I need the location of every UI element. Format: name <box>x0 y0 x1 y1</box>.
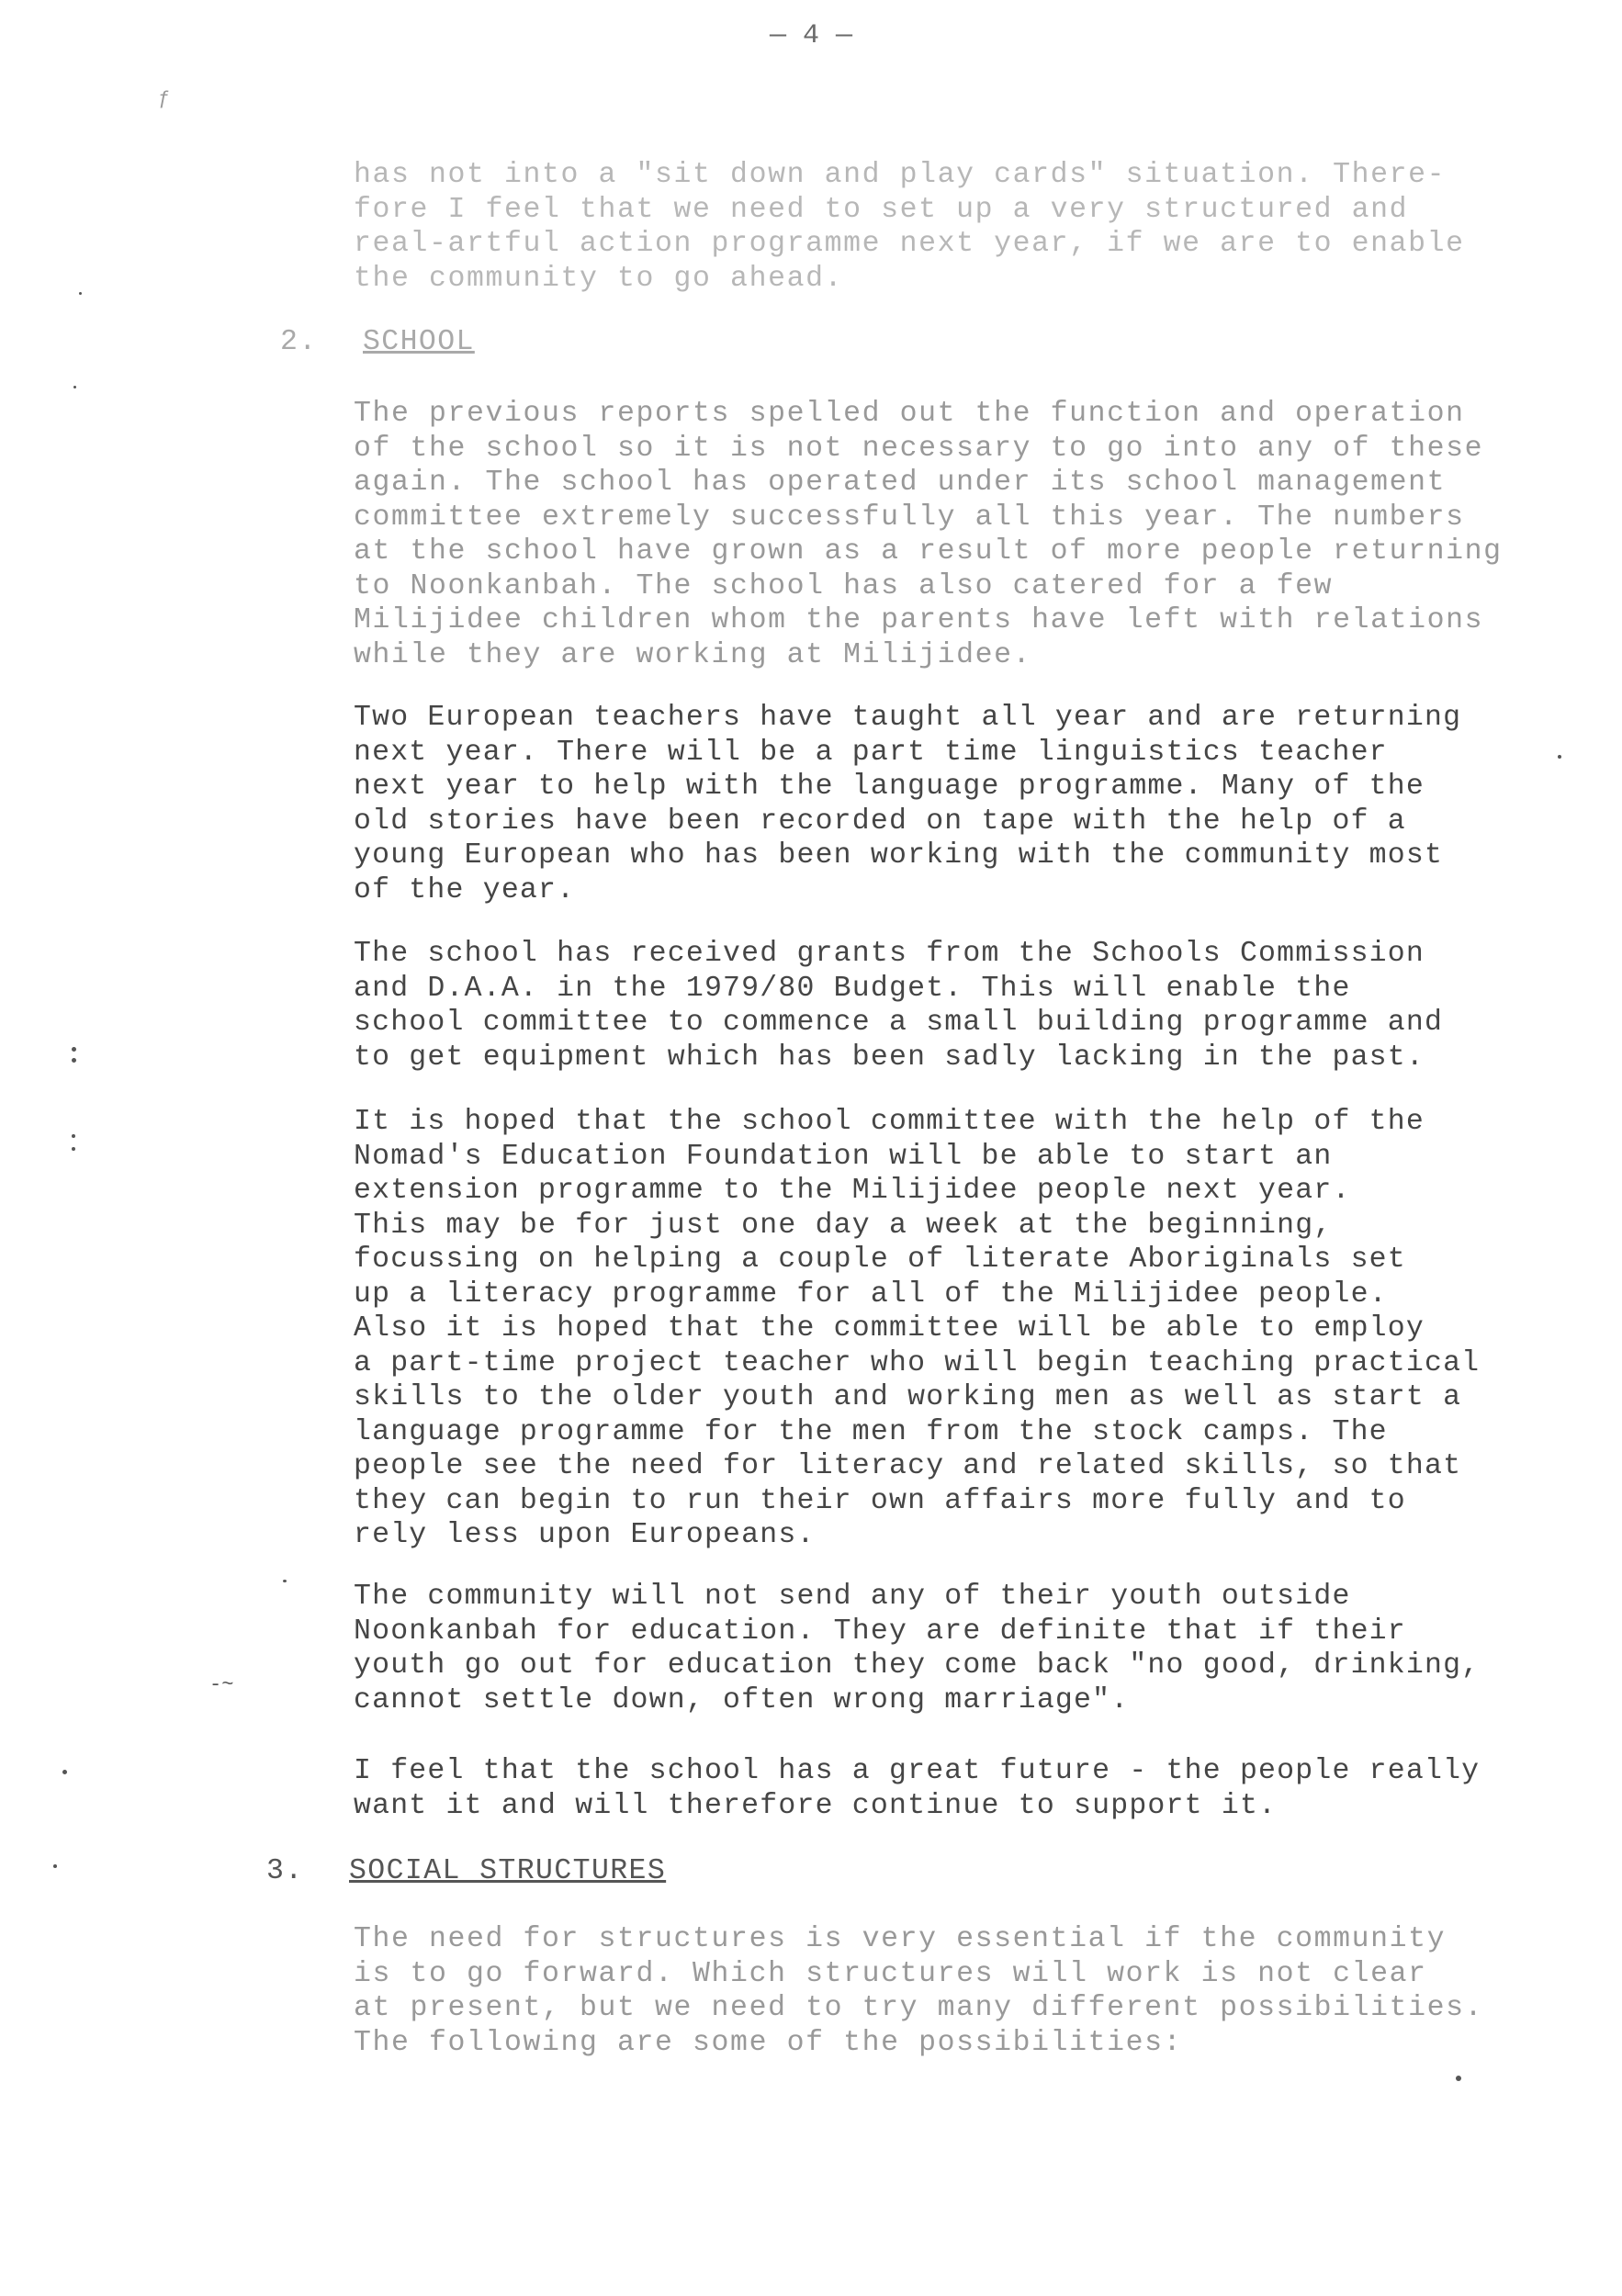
margin-speck <box>72 1058 76 1063</box>
section-number: 2. <box>280 326 318 358</box>
margin-speck <box>53 1864 57 1868</box>
paragraph-teachers: Two European teachers have taught all year and are returning next year. There will be a part time linguistics teacher next year to help with the language programme. Many of the old stories have been recorded on tape with the help of a young European who has been working with the community most of the year. <box>354 702 1462 906</box>
margin-speck <box>1456 2076 1461 2081</box>
margin-mark: -~ <box>209 1673 234 1696</box>
margin-speck <box>79 292 82 295</box>
paragraph-school-operation: The previous reports spelled out the function and operation of the school so it is not necessary to go into any of these again. The school has operated under its school management committee extremely successfully all this year. The numbers at the school have grown as a result of more people returning to Noonkanbah. The school has also catered for a few Milijidee children whom the parents have left with relations while they are working at Milijidee. <box>354 398 1503 671</box>
section-title: SOCIAL STRUCTURES <box>349 1855 667 1887</box>
margin-speck <box>72 1047 76 1052</box>
paragraph-structures: The need for structures is very essential if the community is to go forward. Which structures will work is not clear at present, but we need to try many different possibilities. The following are some of the possibilities: <box>354 1923 1484 2059</box>
paragraph-extension-programme: It is hoped that the school committee with the help of the Nomad's Education Foundation will be able to start an extension programme to the Milijidee people next year. This may be for just one day a week at the beginning, focussing on helping a couple of literate Aboriginals set up a literacy programme for all of the Milijidee people. Also it is hoped that the committee will be able to employ a part-time project teacher who will begin teaching practical skills to the older youth and working men as well as start a language programme for the men from the stock camps. The people see the need for literacy and related skills, so that they can begin to run their own affairs more fully and to rely less upon Europeans. <box>354 1106 1481 1551</box>
paragraph-school-future: I feel that the school has a great future - the people really want it and will therefore continue to support it. <box>354 1755 1481 1822</box>
section-title: SCHOOL <box>363 326 475 358</box>
paragraph-grants: The school has received grants from the Schools Commission and D.A.A. in the 1979/80 Budget. This will enable the school committee to commence a small building programme and to get equipment which has been sadly lacking in the past. <box>354 938 1444 1074</box>
margin-speck <box>72 1147 75 1151</box>
margin-mark: ƒ <box>158 87 171 110</box>
paragraph-continued: has not into a "sit down and play cards" situation. There- fore I feel that we need to set up a very structured and real-artful action programme next year, if we are to enable the community to go ahead. <box>354 159 1465 295</box>
margin-speck <box>72 1134 75 1138</box>
margin-speck <box>62 1770 67 1774</box>
margin-speck <box>73 386 76 388</box>
section-number: 3. <box>266 1855 304 1887</box>
page-number: — 4 — <box>769 20 852 51</box>
paragraph-community-youth: The community will not send any of their youth outside Noonkanbah for education. They are definite that if their youth go out for education they come back "no good, drinking, cannot settle down, often wrong marriage". <box>354 1581 1481 1716</box>
margin-speck <box>283 1580 287 1582</box>
margin-speck <box>1558 755 1561 759</box>
